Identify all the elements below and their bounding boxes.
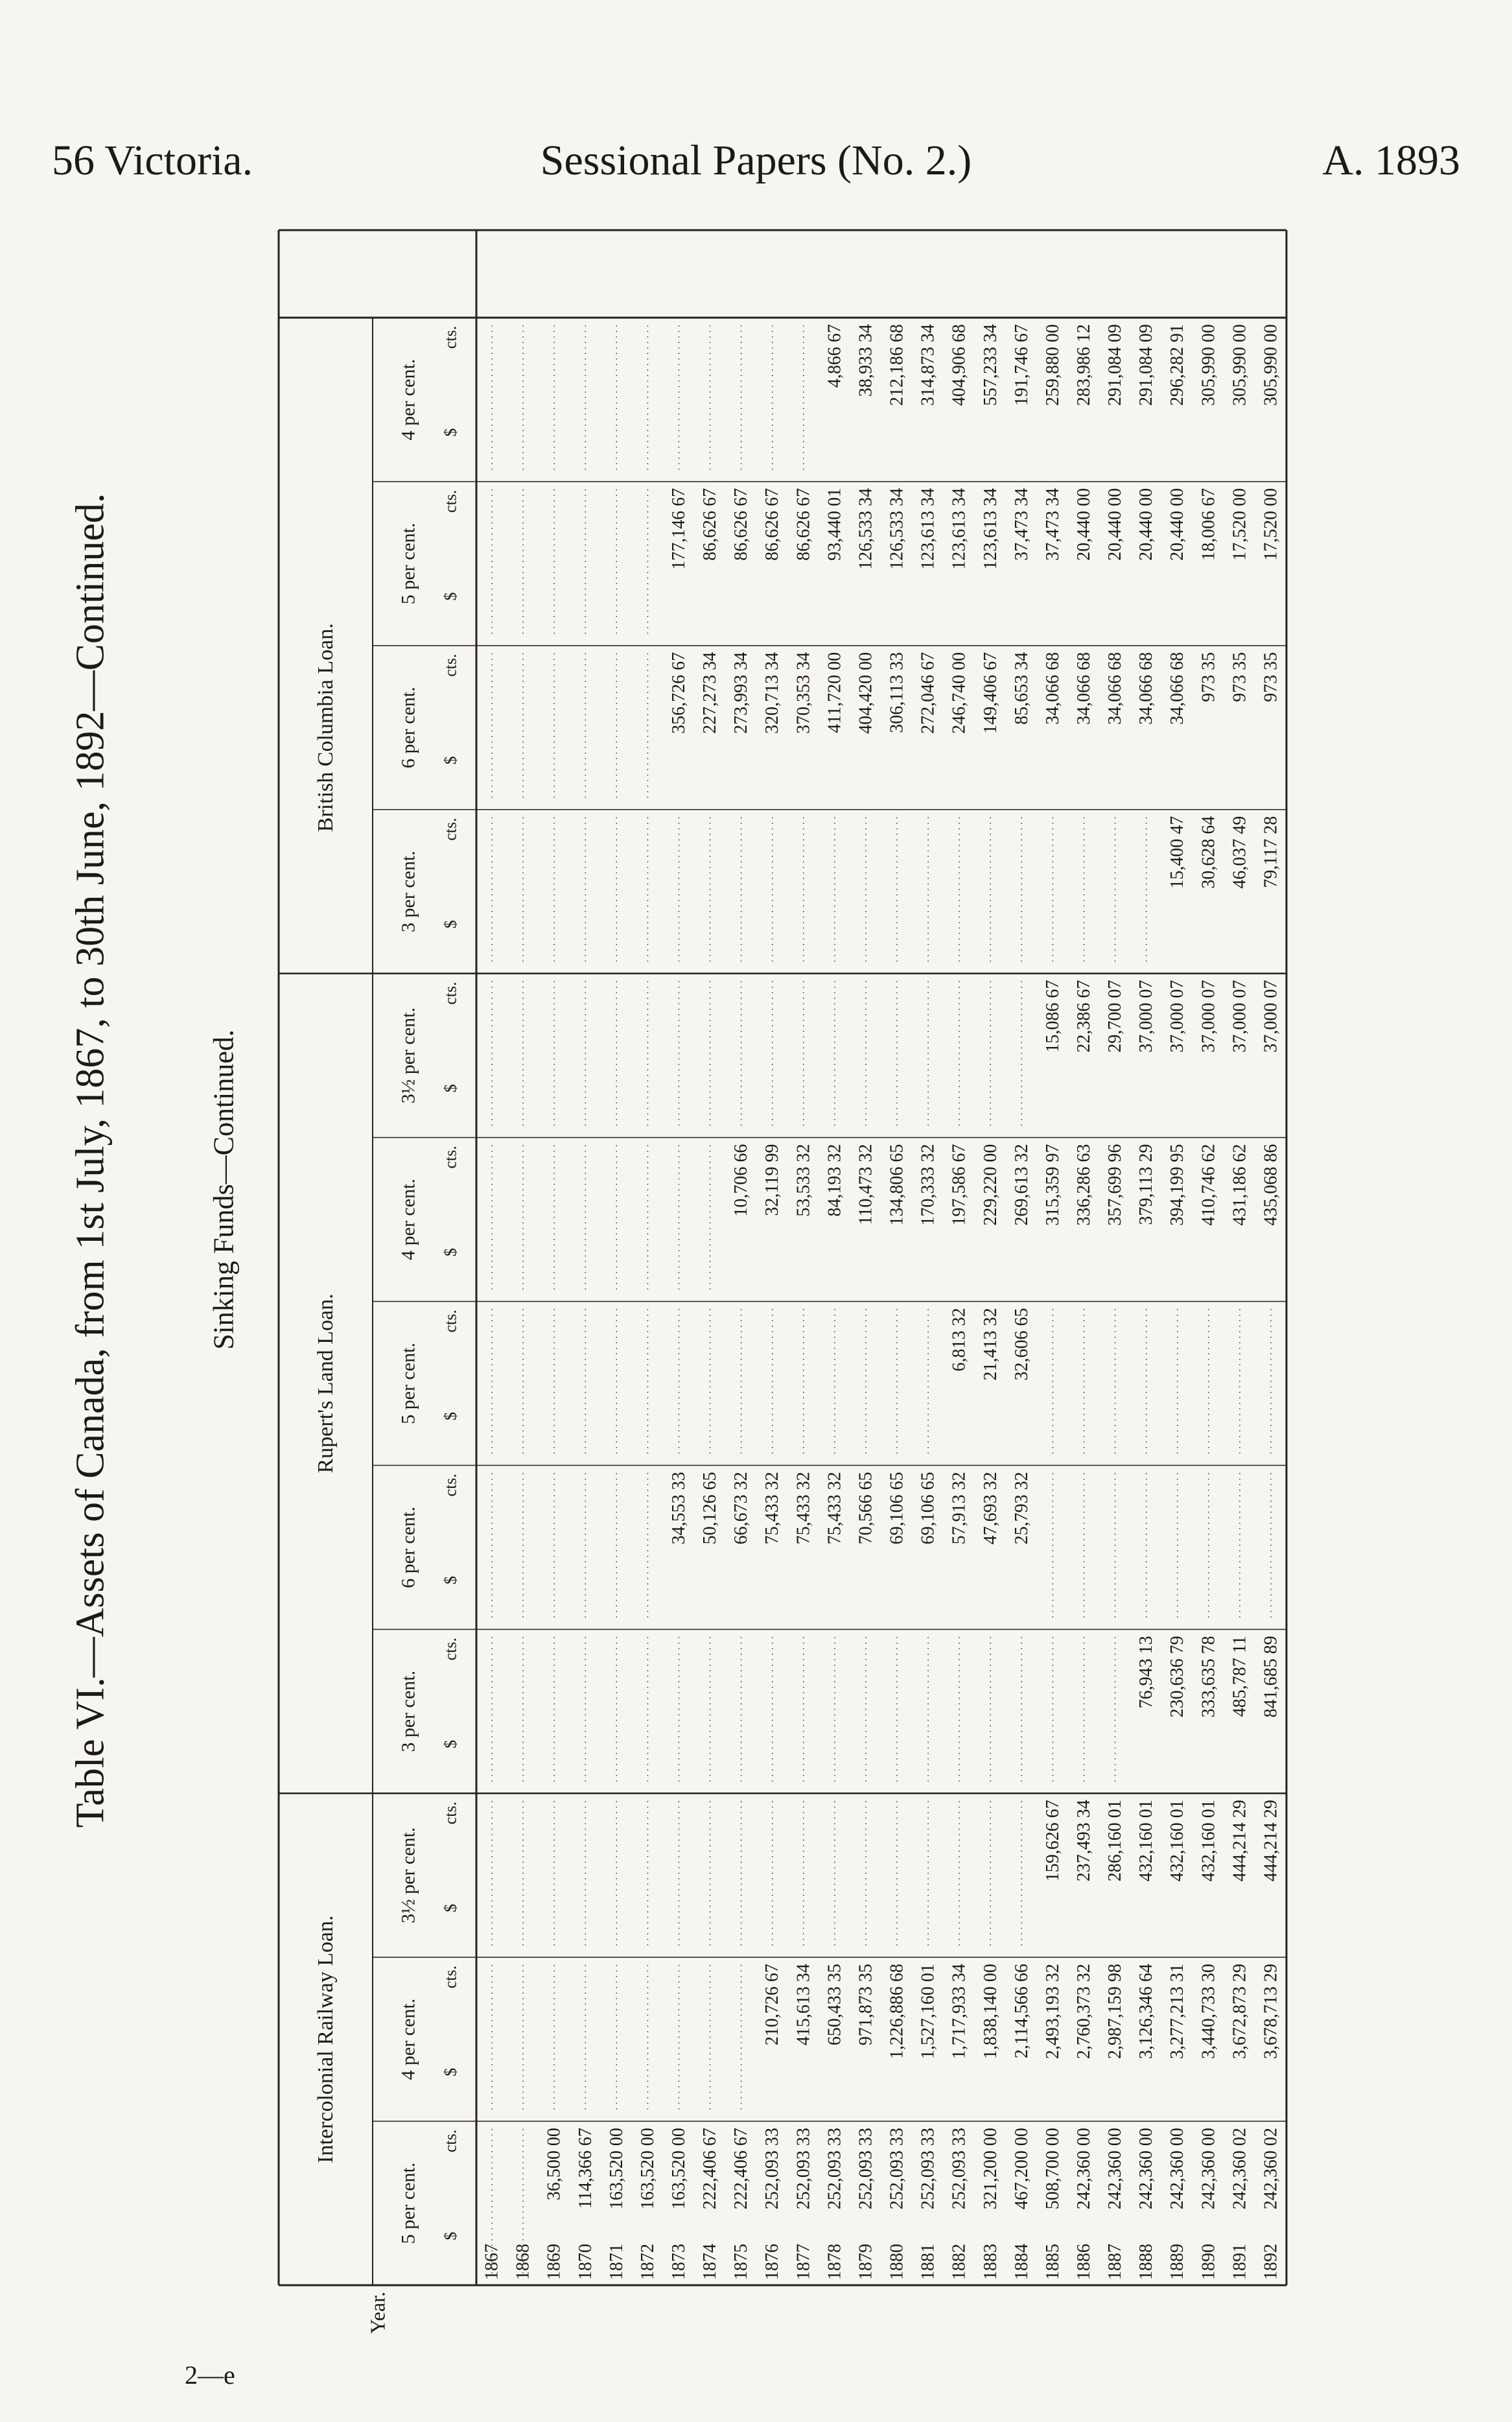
table-cell: 20,440 00 — [1074, 488, 1094, 561]
table-cell: 272,046 67 — [918, 652, 938, 734]
table-cell: 85,653 34 — [1011, 652, 1032, 725]
year-label: 1884 — [1011, 2244, 1032, 2280]
table-cell: 50,126 65 — [700, 1472, 721, 1545]
table-cell: 246,740 00 — [949, 652, 970, 734]
footer-code: 2—e — [185, 2360, 235, 2390]
table-cell: 242,360 00 — [1198, 2128, 1219, 2210]
table-cell: 305,990 00 — [1198, 324, 1219, 406]
table-cell: 37,000 07 — [1136, 980, 1157, 1053]
table-cell: 283,986 12 — [1074, 324, 1094, 406]
table-cell: 29,700 07 — [1105, 980, 1126, 1053]
table-cell: 69,106 65 — [887, 1472, 907, 1545]
table-cell: 336,286 63 — [1074, 1144, 1094, 1226]
table-cell: 242,360 00 — [1167, 2128, 1188, 2210]
year-label: 1876 — [762, 2244, 783, 2280]
table-cell: 30,628 64 — [1198, 816, 1219, 889]
column-header: 4 per cent. — [397, 1998, 419, 2080]
table-cell: 86,626 67 — [793, 488, 814, 561]
dollar-unit: $ — [441, 756, 460, 765]
column-header: 3 per cent. — [397, 1670, 419, 1752]
table-cell: 227,273 34 — [700, 652, 721, 734]
table-cell: 66,673 32 — [731, 1472, 752, 1545]
table-cell: 37,473 34 — [1042, 488, 1063, 561]
cents-unit: cts. — [441, 325, 460, 349]
column-header: 3½ per cent. — [397, 1007, 419, 1104]
table-cell: 411,720 00 — [824, 652, 845, 733]
table-cell: 269,613 32 — [1011, 1144, 1032, 1226]
year-label: 1879 — [855, 2244, 876, 2280]
group-header: Rupert's Land Loan. — [314, 1293, 338, 1474]
table-cell: 841,685 89 — [1261, 1636, 1281, 1718]
table-cell: 1,838,140 00 — [980, 1964, 1001, 2060]
group-header: Intercolonial Railway Loan. — [314, 1915, 338, 2163]
table-cell: 212,186 68 — [887, 324, 907, 406]
table-cell: 252,093 33 — [855, 2128, 876, 2210]
table-cell: 123,613 34 — [949, 488, 970, 570]
table-cell: 971,873 35 — [855, 1964, 876, 2046]
year-label: 1867 — [482, 2244, 502, 2280]
table-cell: 252,093 33 — [918, 2128, 938, 2210]
cents-unit: cts. — [441, 1146, 460, 1169]
table-cell: 273,993 34 — [731, 652, 752, 734]
table-cell: 21,413 32 — [980, 1308, 1001, 1381]
table-cell: 170,333 32 — [918, 1144, 938, 1226]
table-cell: 32,119 99 — [762, 1144, 783, 1216]
table-cell: 76,943 13 — [1136, 1636, 1157, 1709]
table-cell: 467,200 00 — [1011, 2128, 1032, 2210]
year-label: 1883 — [980, 2244, 1001, 2280]
dollar-unit: $ — [441, 2067, 460, 2076]
table-cell: 18,006 67 — [1198, 488, 1219, 561]
dollar-unit: $ — [441, 1903, 460, 1912]
table-cell: 53,533 32 — [793, 1144, 814, 1217]
table-cell: 2,114,566 66 — [1011, 1964, 1032, 2059]
table-cell: 370,353 34 — [793, 652, 814, 734]
table-cell: 17,520 00 — [1229, 488, 1250, 561]
column-header: 3 per cent. — [397, 851, 419, 933]
table-cell: 242,360 00 — [1105, 2128, 1126, 2210]
table-cell: 306,113 33 — [887, 652, 907, 733]
table-cell: 432,160 01 — [1198, 1800, 1219, 1882]
table-cell: 210,726 67 — [762, 1964, 783, 2046]
dollar-unit: $ — [441, 920, 460, 929]
dollar-unit: $ — [441, 1739, 460, 1748]
table-cell: 197,586 67 — [949, 1144, 970, 1226]
table-cell: 357,699 96 — [1105, 1144, 1126, 1226]
table-cell: 75,433 32 — [793, 1472, 814, 1545]
year-label: 1878 — [824, 2244, 845, 2280]
table-cell: 25,793 32 — [1011, 1472, 1032, 1545]
header-sessional-papers: Sessional Papers (No. 2.) — [540, 137, 972, 184]
column-header: 6 per cent. — [397, 1506, 419, 1588]
year-header: Year. — [366, 2291, 390, 2334]
table-cell: 242,360 02 — [1229, 2128, 1250, 2210]
column-header: 4 per cent. — [397, 1179, 419, 1260]
table-cell: 75,433 32 — [762, 1472, 783, 1545]
table-cell: 242,360 00 — [1074, 2128, 1094, 2210]
cents-unit: cts. — [441, 982, 460, 1005]
column-header: 5 per cent. — [397, 523, 419, 605]
table-cell: 242,360 02 — [1261, 2128, 1281, 2210]
table-cell: 110,473 32 — [855, 1144, 876, 1225]
dollar-unit: $ — [441, 2231, 460, 2240]
table-cell: 34,066 68 — [1074, 652, 1094, 725]
column-header: 6 per cent. — [397, 687, 419, 769]
cents-unit: cts. — [441, 1637, 460, 1661]
dollar-unit: $ — [441, 1412, 460, 1421]
table-subtitle: Sinking Funds—Continued. — [207, 1029, 240, 1350]
table-cell: 305,990 00 — [1229, 324, 1250, 406]
table-cell: 22,386 67 — [1074, 980, 1094, 1053]
dollar-unit: $ — [441, 428, 460, 437]
table-cell: 163,520 00 — [669, 2128, 689, 2210]
table-cell: 114,366 67 — [575, 2128, 596, 2209]
table-cell: 34,066 68 — [1042, 652, 1063, 725]
year-label: 1868 — [513, 2244, 533, 2280]
dollar-unit: $ — [441, 592, 460, 601]
table-cell: 79,117 28 — [1261, 816, 1281, 888]
year-label: 1880 — [887, 2244, 907, 2280]
table-cell: 650,433 35 — [824, 1964, 845, 2046]
table-cell: 305,990 00 — [1261, 323, 1281, 406]
table-cell: 3,126,346 64 — [1136, 1964, 1157, 2060]
table-cell: 37,000 07 — [1167, 980, 1188, 1053]
table-cell: 3,678,713 29 — [1261, 1964, 1281, 2060]
table-cell: 404,906 68 — [949, 324, 970, 406]
table-cell: 973 35 — [1261, 652, 1281, 702]
column-header: 5 per cent. — [397, 2162, 419, 2244]
year-label: 1887 — [1105, 2244, 1126, 2280]
year-label: 1885 — [1042, 2244, 1063, 2280]
table-cell: 15,086 67 — [1042, 980, 1063, 1053]
table-cell: 252,093 33 — [762, 2128, 783, 2210]
table-cell: 159,626 67 — [1042, 1800, 1063, 1882]
table-cell: 36,500 00 — [544, 2128, 564, 2201]
year-label: 1874 — [700, 2244, 721, 2280]
table-cell: 84,193 32 — [824, 1144, 845, 1217]
year-label: 1886 — [1074, 2244, 1094, 2280]
table-cell: 2,987,159 98 — [1105, 1964, 1126, 2060]
column-header: 5 per cent. — [397, 1343, 419, 1424]
table-cell: 86,626 67 — [700, 488, 721, 561]
year-label: 1875 — [731, 2244, 752, 2280]
table-cell: 86,626 67 — [762, 488, 783, 561]
table-cell: 1,527,160 01 — [918, 1964, 938, 2060]
table-cell: 291,084 09 — [1105, 324, 1126, 406]
table-cell: 315,359 97 — [1042, 1144, 1063, 1226]
table-cell: 432,160 01 — [1136, 1800, 1157, 1882]
table-cell: 126,533 34 — [887, 488, 907, 570]
table-cell: 37,473 34 — [1011, 488, 1032, 561]
column-header: 3½ per cent. — [397, 1827, 419, 1923]
table-cell: 252,093 33 — [949, 2128, 970, 2210]
year-label: 1877 — [793, 2244, 814, 2280]
table-cell: 10,706 66 — [731, 1144, 752, 1217]
table-cell: 126,533 34 — [855, 488, 876, 570]
header-session: 56 Victoria. — [52, 137, 253, 184]
table-cell: 47,693 32 — [980, 1472, 1001, 1545]
table-cell: 2,760,373 32 — [1074, 1964, 1094, 2060]
table-cell: 314,873 34 — [918, 324, 938, 406]
table-cell: 222,406 67 — [731, 2128, 752, 2210]
cents-unit: cts. — [441, 817, 460, 841]
table-cell: 444,214 29 — [1229, 1800, 1250, 1882]
table-cell: 163,520 00 — [637, 2128, 658, 2210]
year-label: 1891 — [1229, 2244, 1250, 2280]
table-cell: 34,553 33 — [669, 1472, 689, 1545]
year-label: 1869 — [544, 2244, 564, 2280]
table-cell: 37,000 07 — [1198, 980, 1219, 1053]
cents-unit: cts. — [441, 2129, 460, 2153]
column-header: 4 per cent. — [397, 359, 419, 441]
table-cell: 444,214 29 — [1261, 1800, 1281, 1882]
table-cell: 973 35 — [1198, 652, 1219, 702]
table-cell: 37,000 07 — [1261, 980, 1281, 1053]
table-cell: 557,233 34 — [980, 324, 1001, 406]
year-label: 1892 — [1261, 2244, 1281, 2280]
table-cell: 291,084 09 — [1136, 324, 1157, 406]
year-label: 1873 — [669, 2244, 689, 2280]
table-cell: 149,406 67 — [980, 652, 1001, 734]
table-cell: 242,360 00 — [1136, 2128, 1157, 2210]
table-cell: 410,746 62 — [1198, 1144, 1219, 1226]
table-cell: 17,520 00 — [1261, 488, 1281, 561]
year-label: 1882 — [949, 2244, 970, 2280]
table-cell: 2,493,193 32 — [1042, 1964, 1063, 2060]
table-cell: 356,726 67 — [669, 652, 689, 734]
group-header: British Columbia Loan. — [314, 623, 338, 832]
table-cell: 86,626 67 — [731, 488, 752, 561]
table-cell: 485,787 11 — [1229, 1636, 1250, 1717]
table-cell: 34,066 68 — [1136, 652, 1157, 725]
table-cell: 37,000 07 — [1229, 980, 1250, 1053]
table-cell: 229,220 00 — [980, 1144, 1001, 1226]
table-cell: 259,880 00 — [1042, 324, 1063, 406]
table-cell: 4,866 67 — [824, 324, 845, 388]
table-cell: 1,717,933 34 — [949, 1964, 970, 2060]
table-cell: 123,613 34 — [980, 488, 1001, 570]
table-cell: 222,406 67 — [700, 2128, 721, 2210]
table-cell: 973 35 — [1229, 652, 1250, 702]
cents-unit: cts. — [441, 489, 460, 513]
table-cell: 432,160 01 — [1167, 1800, 1188, 1882]
table-cell: 320,713 34 — [762, 652, 783, 734]
year-label: 1881 — [918, 2244, 938, 2280]
table-cell: 431,186 62 — [1229, 1144, 1250, 1226]
year-label: 1871 — [606, 2244, 627, 2280]
table-cell: 237,493 34 — [1074, 1800, 1094, 1882]
table-cell: 252,093 33 — [887, 2128, 907, 2210]
year-label: 1872 — [637, 2244, 658, 2280]
table-cell: 38,933 34 — [855, 324, 876, 397]
year-label: 1890 — [1198, 2244, 1219, 2280]
cents-unit: cts. — [441, 1801, 460, 1825]
table-cell: 252,093 33 — [793, 2128, 814, 2210]
table-cell: 252,093 33 — [824, 2128, 845, 2210]
table-cell: 163,520 00 — [606, 2128, 627, 2210]
table-cell: 69,106 65 — [918, 1472, 938, 1545]
table-cell: 177,146 67 — [669, 488, 689, 570]
table-cell: 333,635 78 — [1198, 1636, 1219, 1718]
table-cell: 394,199 95 — [1167, 1144, 1188, 1226]
table-cell: 415,613 34 — [793, 1964, 814, 2046]
table-cell: 134,806 65 — [887, 1144, 907, 1226]
table-cell: 34,066 68 — [1167, 652, 1188, 725]
table-cell: 3,672,873 29 — [1229, 1964, 1250, 2060]
cents-unit: cts. — [441, 1965, 460, 1989]
table-cell: 191,746 67 — [1011, 324, 1032, 406]
dollar-unit: $ — [441, 1248, 460, 1257]
table-cell: 379,113 29 — [1136, 1144, 1157, 1225]
table-cell: 1,226,886 68 — [887, 1964, 907, 2060]
table-cell: 46,037 49 — [1229, 816, 1250, 889]
table-cell: 34,066 68 — [1105, 652, 1126, 725]
table-cell: 321,200 00 — [980, 2128, 1001, 2210]
year-label: 1888 — [1136, 2244, 1157, 2280]
table-cell: 3,440,733 30 — [1198, 1964, 1219, 2060]
dollar-unit: $ — [441, 1084, 460, 1093]
table-cell: 70,566 65 — [855, 1472, 876, 1545]
table-cell: 20,440 00 — [1167, 488, 1188, 561]
table-cell: 75,433 32 — [824, 1472, 845, 1545]
table-cell: 286,160 01 — [1105, 1800, 1126, 1882]
table-title: Table VI.—Assets of Canada, from 1st July, 1867, to 30th June, 1892—Continued. — [68, 493, 113, 1828]
table-cell: 3,277,213 31 — [1167, 1964, 1188, 2060]
table-cell: 20,440 00 — [1136, 488, 1157, 561]
cents-unit: cts. — [441, 1310, 460, 1333]
cents-unit: cts. — [441, 653, 460, 677]
table-cell: 32,606 65 — [1011, 1308, 1032, 1381]
table-cell: 230,636 79 — [1167, 1636, 1188, 1718]
table-cell: 508,700 00 — [1042, 2128, 1063, 2210]
table-cell: 435,068 86 — [1261, 1144, 1281, 1226]
table-cell: 404,420 00 — [855, 652, 876, 734]
year-label: 1870 — [575, 2244, 596, 2280]
table-cell: 123,613 34 — [918, 488, 938, 570]
table-cell: 296,282 91 — [1167, 324, 1188, 406]
cents-unit: cts. — [441, 1474, 460, 1497]
table-cell: 20,440 00 — [1105, 488, 1126, 561]
table-cell: 15,400 47 — [1167, 816, 1188, 889]
table-cell: 93,440 01 — [824, 488, 845, 561]
table-cell: 6,813 32 — [949, 1308, 970, 1372]
dollar-unit: $ — [441, 1575, 460, 1584]
header-year: A. 1893 — [1322, 137, 1460, 184]
year-label: 1889 — [1167, 2244, 1188, 2280]
table-cell: 57,913 32 — [949, 1472, 970, 1545]
